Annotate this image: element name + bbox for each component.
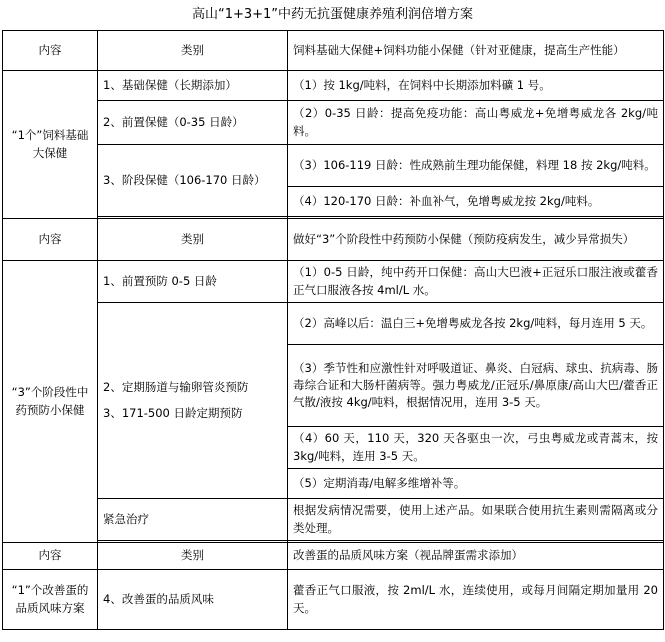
detail-cell: 根据发病情况需要，使用上述产品。如果联合使用抗生素则需隔离或分类处理。 <box>288 499 664 541</box>
header-description: 饲料基础大保健+饲料功能小保健（针对亚健康，提高生产性能） <box>288 31 664 71</box>
table-header-row <box>3 543 664 570</box>
detail-cell: （4）60 天，110 天，320 天各驱虫一次，弓虫粤威龙或青蒿末，按 3kg/吨料，连用 3-5 天。 <box>288 427 664 469</box>
header-category: 类别 <box>98 543 288 570</box>
detail-cell: （3）106-119 日龄：性成熟前生理功能保健，料理 18 按 2kg/吨料。 <box>288 145 664 187</box>
detail-cell: （1）0-5 日龄，纯中药开口保健：高山大巴液+正冠乐口服注液或藿香正气口服液各按 4ml/L 水。 <box>288 261 664 303</box>
section-name: “1”个改善蛋的品质风味方案 <box>3 570 98 630</box>
detail-cell: （1）按 1kg/吨料，在饲料中长期添加料礦 1 号。 <box>288 71 664 101</box>
header-content: 内容 <box>3 219 98 261</box>
table-header-row <box>3 31 664 71</box>
section-name: “1个”饲料基础大保健 <box>3 71 98 219</box>
table-header-row <box>3 219 664 261</box>
plan-table <box>2 30 664 630</box>
header-category: 类别 <box>98 219 288 261</box>
detail-cell: （4）120-170 日龄：补血补气，免增粤威龙按 2kg/吨料。 <box>288 187 664 217</box>
detail-cell: （2）0-35 日龄：提高免疫功能：高山粤威龙+免增粤威龙各 2kg/吨料。 <box>288 101 664 145</box>
document-title: 高山“1+3+1”中药无抗蛋健康养殖利润倍增方案 <box>191 7 474 22</box>
category-cell: 3、阶段保健（106-170 日龄） <box>98 145 288 217</box>
table-row <box>3 71 664 101</box>
detail-cell: （5）定期消毒/电解多维增补等。 <box>288 469 664 499</box>
table-row <box>3 570 664 630</box>
category-cell: 4、改善蛋的品质风味 <box>98 570 288 630</box>
category-cell: 紧急治疗 <box>98 499 288 541</box>
detail-cell: （2）高峰以后：温白三+免增粤威龙各按 2kg/吨料，每月连用 5 天。 <box>288 303 664 345</box>
document <box>2 0 663 630</box>
detail-cell: 藿香正气口服液，按 2ml/L 水，连续使用，或每月间隔定期加量用 20 天。 <box>288 570 664 630</box>
section-name: “3”个阶段性中药预防小保健 <box>3 261 98 543</box>
table-row <box>3 261 664 303</box>
header-content: 内容 <box>3 31 98 71</box>
header-category: 类别 <box>98 31 288 71</box>
table-row <box>3 101 664 145</box>
category-cell: 2、前置保健（0-35 日龄） <box>98 101 288 145</box>
category-line: 3、171-500 日龄定期预防 <box>103 405 243 420</box>
header-description: 做好“3”个阶段性中药预防小保健（预防疫病发生，减少异常损失） <box>288 219 664 261</box>
category-line: 2、定期肠道与输卵管炎预防 <box>103 380 249 395</box>
header-content: 内容 <box>3 543 98 570</box>
table-row <box>3 145 664 187</box>
category-cell: 1、基础保健（长期添加） <box>98 71 288 101</box>
header-description: 改善蛋的品质风味方案（视品牌蛋需求添加） <box>288 543 664 570</box>
table-row <box>3 499 664 541</box>
category-group-cell <box>98 303 288 499</box>
category-cell: 1、前置预防 0-5 日龄 <box>98 261 288 303</box>
table-row <box>3 303 664 345</box>
detail-cell: （3）季节性和应激性针对呼吸道证、鼻炎、白冠病、球虫、抗病毒、肠毒综合证和大肠杆菌病等。强力粤威龙/正冠乐/鼻原康/高山大巴/藿香正气散/液按 4kg/吨料，根据情况用，连用 3-5 天。 <box>288 345 664 427</box>
